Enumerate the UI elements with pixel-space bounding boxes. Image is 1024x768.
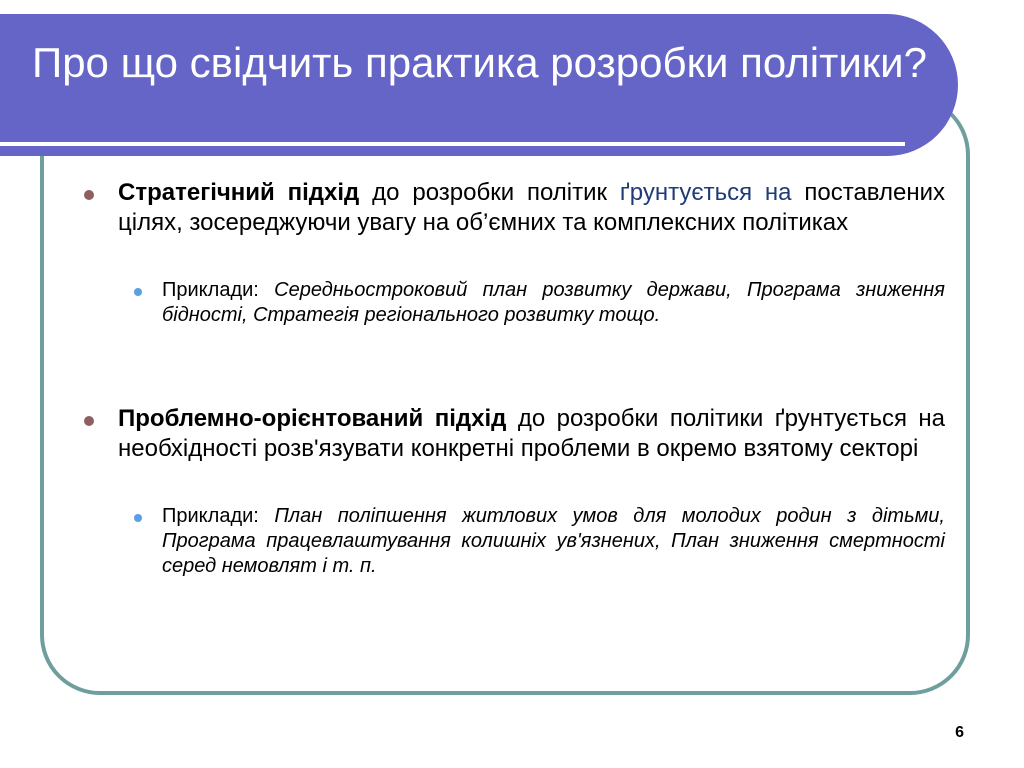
sub-bullet-label: Приклади: bbox=[162, 279, 275, 301]
sub-bullet-examples: План поліпшення житлових умов для молодих родин з дітьми, Програма працевлаштування колишніх ув'язнених, План зниження смертності серед немовлят і т. п. bbox=[162, 505, 945, 577]
bullet-text: до розробки політик bbox=[359, 179, 620, 206]
sub-bullet-dot-icon bbox=[134, 288, 142, 296]
sub-bullet-examples: Середньостроковий план розвитку держави, Програма зниження бідності, Стратегія регіонального розвитку тощо. bbox=[162, 279, 945, 326]
bullet-bold-term: Проблемно-орієнтований підхід bbox=[118, 405, 507, 432]
bullet-highlight: ґрунтується на bbox=[619, 179, 792, 206]
bullet-text-continued: поставлених цілях, зосереджуючи увагу на об’ємних та комплексних політиках bbox=[118, 179, 946, 236]
bullet-strategic-approach bbox=[80, 178, 945, 238]
sub-bullet-examples-strategic bbox=[162, 278, 945, 328]
bullet-dot-icon bbox=[84, 416, 94, 426]
slide-content bbox=[80, 178, 945, 579]
page-number: 6 bbox=[955, 724, 964, 741]
bullet-problem-oriented-approach bbox=[80, 404, 945, 464]
bullet-text: до розробки політики ґрунтується на необхідності розв'язувати конкретні проблеми в окремо взятому секторі bbox=[118, 405, 945, 462]
bullet-bold-term: Стратегічний підхід bbox=[118, 179, 360, 206]
title-underline bbox=[0, 142, 905, 146]
sub-bullet-label: Приклади: bbox=[162, 505, 275, 527]
slide-title: Про що свідчить практика розробки політики? bbox=[32, 39, 927, 86]
title-bar bbox=[0, 14, 958, 156]
sub-bullet-examples-problem bbox=[162, 504, 945, 579]
sub-bullet-dot-icon bbox=[134, 514, 142, 522]
bullet-dot-icon bbox=[84, 190, 94, 200]
